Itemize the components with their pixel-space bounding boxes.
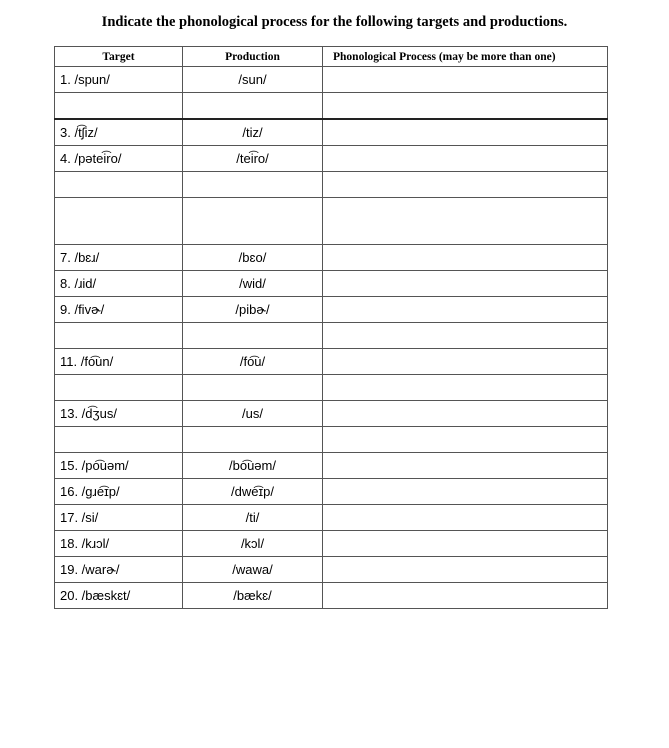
production-cell: /ti/ [183, 505, 323, 531]
target-cell: 3. /t͡ʃiz/ [55, 119, 183, 146]
table-row [55, 297, 608, 323]
process-answer-cell[interactable] [323, 67, 608, 93]
table-row [55, 119, 608, 146]
table-row [55, 479, 608, 505]
table-row [55, 271, 608, 297]
table-row [55, 172, 608, 198]
header-row [55, 47, 608, 67]
target-cell: 13. /d͡ʒus/ [55, 401, 183, 427]
table-row [55, 531, 608, 557]
process-answer-cell[interactable] [323, 583, 608, 609]
page-title: Indicate the phonological process for the following targets and productions. [101, 14, 568, 30]
process-answer-cell[interactable] [323, 479, 608, 505]
target-cell: 20. /bæskɛt/ [55, 583, 183, 609]
table-row [55, 375, 608, 401]
table-row [55, 323, 608, 349]
table-row [55, 146, 608, 172]
target-cell: 9. /fivɚ/ [55, 297, 183, 323]
target-cell [55, 427, 183, 453]
header-target: Target [55, 47, 183, 67]
table-body [55, 67, 608, 609]
production-cell [183, 93, 323, 120]
production-cell: /tiz/ [183, 119, 323, 146]
target-cell [55, 375, 183, 401]
process-answer-cell[interactable] [323, 427, 608, 453]
process-answer-cell[interactable] [323, 297, 608, 323]
production-cell: /bo͡uəm/ [183, 453, 323, 479]
table-row [55, 557, 608, 583]
table-row [55, 505, 608, 531]
table-row [55, 453, 608, 479]
production-cell: /wid/ [183, 271, 323, 297]
table-row [55, 349, 608, 375]
target-cell [55, 93, 183, 120]
target-cell: 8. /ɹid/ [55, 271, 183, 297]
target-cell: 11. /fo͡un/ [55, 349, 183, 375]
process-answer-cell[interactable] [323, 146, 608, 172]
production-cell: /fo͡u/ [183, 349, 323, 375]
process-answer-cell[interactable] [323, 375, 608, 401]
production-cell: /us/ [183, 401, 323, 427]
target-cell: 4. /pətei͡ro/ [55, 146, 183, 172]
production-cell [183, 198, 323, 245]
production-cell [183, 427, 323, 453]
target-cell [55, 198, 183, 245]
production-cell [183, 375, 323, 401]
process-answer-cell[interactable] [323, 119, 608, 146]
target-cell: 16. /gɹe͡ɪp/ [55, 479, 183, 505]
target-cell: 15. /po͡uəm/ [55, 453, 183, 479]
target-cell: 7. /bɛɹ/ [55, 245, 183, 271]
process-answer-cell[interactable] [323, 245, 608, 271]
production-cell: /bækɛ/ [183, 583, 323, 609]
table-row [55, 198, 608, 245]
table-row [55, 67, 608, 93]
production-cell [183, 323, 323, 349]
process-answer-cell[interactable] [323, 453, 608, 479]
process-answer-cell[interactable] [323, 349, 608, 375]
target-cell [55, 323, 183, 349]
target-cell: 18. /kɹɔl/ [55, 531, 183, 557]
process-answer-cell[interactable] [323, 505, 608, 531]
table-row [55, 427, 608, 453]
header-production: Production [183, 47, 323, 67]
production-cell: /wawa/ [183, 557, 323, 583]
production-cell: /tei͡ro/ [183, 146, 323, 172]
process-answer-cell[interactable] [323, 172, 608, 198]
production-cell: /kɔl/ [183, 531, 323, 557]
process-answer-cell[interactable] [323, 531, 608, 557]
process-table [54, 46, 608, 609]
production-cell: /pibɚ/ [183, 297, 323, 323]
target-cell: 1. /spun/ [55, 67, 183, 93]
process-answer-cell[interactable] [323, 557, 608, 583]
table-row [55, 93, 608, 120]
table-row [55, 583, 608, 609]
target-cell [55, 172, 183, 198]
process-answer-cell[interactable] [323, 401, 608, 427]
process-answer-cell[interactable] [323, 323, 608, 349]
production-cell: /bɛo/ [183, 245, 323, 271]
production-cell: /sun/ [183, 67, 323, 93]
process-answer-cell[interactable] [323, 198, 608, 245]
process-answer-cell[interactable] [323, 93, 608, 120]
table-row [55, 401, 608, 427]
target-cell: 17. /si/ [55, 505, 183, 531]
header-process: Phonological Process (may be more than one) [323, 47, 608, 67]
production-cell: /dwe͡ɪp/ [183, 479, 323, 505]
production-cell [183, 172, 323, 198]
process-answer-cell[interactable] [323, 271, 608, 297]
table-row [55, 245, 608, 271]
target-cell: 19. /warɚ/ [55, 557, 183, 583]
